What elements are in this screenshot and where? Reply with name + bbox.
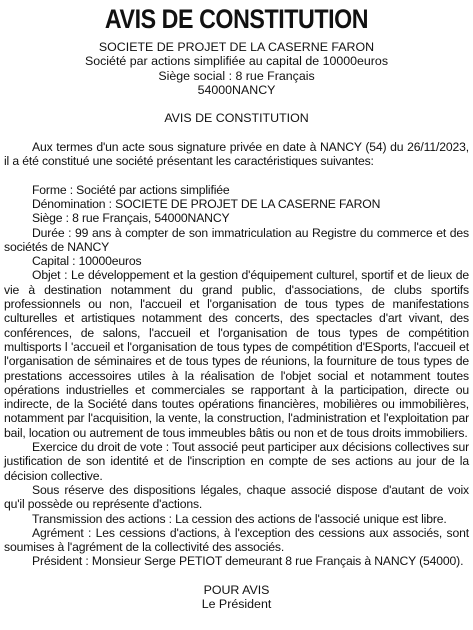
company-seat: Siège social : 8 rue Français	[158, 68, 315, 83]
spacer	[4, 125, 469, 139]
company-city: 54000NANCY	[197, 82, 276, 97]
detail-voix: Sous réserve des dispositions légales, chaque associé dispose d'autant de voix qu'il possède ou représente d'actions.	[4, 482, 469, 512]
company-name: SOCIETE DE PROJET DE LA CASERNE FARON	[98, 40, 375, 54]
detail-objet: Objet : Le développement et la gestion d'équipement culturel, sportif et de lieux de vie à destination notamment du grand public, d'associations, de clubs sportifs professionnels ou non, l'accueil et l'organisation de tous types de manifestations culturelles et artistiques notamment des concerts, des spectacles d'art vivant, des conférences, de salons, l'accueil et l'organisation de tous types de compétition multisports l 'accueil et l'organisation de tous types de compétition d'ESports, l'accueil et l'organisation de séminaires et de tous types de réunions, la fourniture de tous types de prestations accessoires utiles à la réalisation de l'objet social et notamment toutes opérations industrielles et commerciales se rapportant à la participation, directe ou indirecte, de la Société dans toutes opérations financières, mobilières ou immobilières, notamment par l'acquisition, la vente, la construction, l'administration et l'exploitation par bail, location ou autrement de tous immeubles bâtis ou non et de tous droits immobiliers.	[4, 268, 469, 440]
intro-paragraph: Aux termes d'un acte sous signature privée en date à NANCY (54) du 26/11/2023, il a été constitué une société présentant les caractéristiques suivantes:	[4, 139, 469, 169]
signature-block	[4, 583, 469, 612]
notice-body	[4, 125, 469, 568]
notice-subheading: AVIS DE CONSTITUTION	[164, 111, 309, 126]
detail-president: Président : Monsieur Serge PETIOT demeurant 8 rue Français à NANCY (54000).	[32, 554, 464, 569]
detail-capital: Capital : 10000euros	[32, 254, 142, 269]
detail-forme: Forme : Société par actions simplifiée	[32, 182, 230, 197]
detail-vote: Exercice du droit de vote : Tout associé peut participer aux décisions collectives sur justification de son identité et de l'inscription en compte de ses actions au jour de la décision collective.	[4, 440, 469, 483]
detail-duree: Durée : 99 ans à compter de son immatriculation au Registre du commerce et des sociétés de NANCY	[4, 225, 469, 254]
company-legal-form: Société par actions simplifiée au capital de 10000euros	[84, 54, 389, 69]
spacer	[4, 168, 469, 182]
detail-transmission: Transmission des actions : La cession des actions de l'associé unique est libre.	[32, 511, 447, 526]
signature-role: Le Président	[201, 596, 272, 611]
signature-pour-avis: POUR AVIS	[203, 582, 270, 597]
detail-siege: Siège : 8 rue Français, 54000NANCY	[32, 211, 230, 226]
notice-headline: AVIS DE CONSTITUTION	[104, 4, 369, 34]
company-header-block	[4, 40, 469, 97]
detail-denomination: Dénomination : SOCIETE DE PROJET DE LA CASERNE FARON	[32, 196, 381, 211]
detail-agrement: Agrément : Les cessions d'actions, à l'exception des cessions aux associés, sont soumises à l'agrément de la collectivité des associés.	[4, 525, 469, 555]
